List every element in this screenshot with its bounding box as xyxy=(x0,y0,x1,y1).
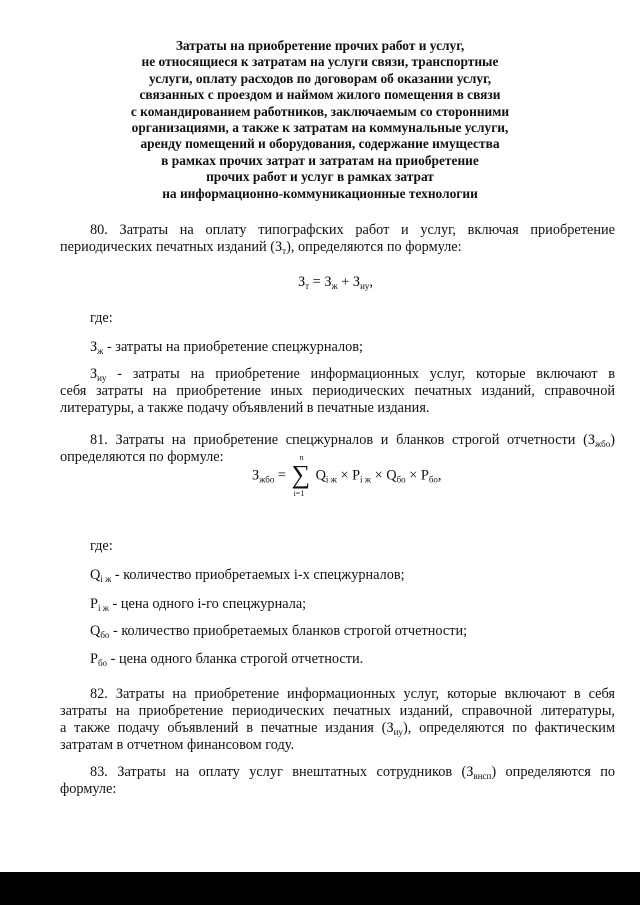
where-label: где: xyxy=(90,538,113,554)
paragraph-line: определяются по формуле: xyxy=(60,449,224,465)
scan-bottom-border xyxy=(0,872,640,905)
paragraph-line: а также подачу объявлений в печатные издания $(З_{иу})$, определяются по фактическим xyxy=(60,720,615,737)
formula-80: $З_т = З_ж + З_{иу}$, xyxy=(298,274,373,291)
heading-line: в рамках прочих затрат и затратам на приобретение xyxy=(161,152,479,168)
heading-line: с командированием работников, заключаемым со сторонними xyxy=(130,103,510,119)
paragraph-line: литературы, а также подачу объявлений в печатные издания. xyxy=(60,400,430,416)
paragraph-line: затраты на приобретение периодических печатных изданий, справочной литературы, xyxy=(60,703,615,719)
sum-symbol: n ∑ i=1 xyxy=(291,453,311,498)
definition-qbo: $Q_{бо}$ - количество приобретаемых бланков строгой отчетности; xyxy=(90,623,468,640)
paragraph-line: затратам в отчетном финансовом году. xyxy=(60,737,295,753)
paragraph-line: периодических печатных изданий $(З_т)$, определяются по формуле: xyxy=(60,239,462,256)
heading-line: услуги, оплату расходов по договорам об оказании услуг, xyxy=(148,70,492,86)
heading-line: прочих работ и услуг в рамках затрат xyxy=(206,169,434,185)
paragraph-line: 83. Затраты на оплату услуг внештатных сотрудников $(З_{внсп})$ определяются по xyxy=(90,764,616,781)
formula-81: $З_{жбо}$ = n ∑ i=1 $Q_{i ж} \times P_{i ж} \times Q_{бо} \times P_{бо}$, xyxy=(252,453,442,498)
heading-line: Затраты на приобретение прочих работ и услуг, xyxy=(175,38,465,53)
paragraph-line: 82. Затраты на приобретение информационных услуг, которые включают в себя xyxy=(90,686,615,702)
definition-p: $P_{i ж}$ - цена одного i-го спецжурнала; xyxy=(90,596,307,613)
section-heading xyxy=(60,38,580,202)
paragraph-80 xyxy=(60,222,615,256)
heading-line: связанных с проездом и наймом жилого помещения в связи xyxy=(139,87,501,103)
heading-line: не относящиеся к затратам на услуги связи, транспортные xyxy=(141,54,499,70)
paragraph-82 xyxy=(60,686,615,754)
paragraph-83 xyxy=(60,764,615,798)
heading-line: на информационно-коммуникационные технологии xyxy=(162,185,478,201)
heading-line: организациями, а также к затратам на коммунальные услуги, xyxy=(131,120,509,136)
paragraph-line: 81. Затраты на приобретение спецжурналов и бланков строгой отчетности $(З_{жбо})$ xyxy=(90,432,615,449)
heading-line: аренду помещений и оборудования, содержание имущества xyxy=(140,136,500,152)
where-label: где: xyxy=(90,310,113,326)
paragraph-line: себя затраты на приобретение иных периодических печатных изданий, справочной xyxy=(60,383,615,399)
definition-iu xyxy=(60,366,615,417)
paragraph-line: 80. Затраты на оплату типографских работ и услуг, включая приобретение xyxy=(90,222,615,238)
paragraph-line: формуле: xyxy=(60,781,117,797)
definition-zh: $З_ж$ - затраты на приобретение спецжурналов; xyxy=(90,339,363,356)
definition-pbo: $P_{бо}$ - цена одного бланка строгой отчетности. xyxy=(90,651,364,668)
definition-q: $Q_{i ж}$ - количество приобретаемых i-х спецжурналов; xyxy=(90,567,405,584)
paragraph-line: $З_{иу}$ - затраты на приобретение информационных услуг, которые включают в xyxy=(90,366,615,383)
